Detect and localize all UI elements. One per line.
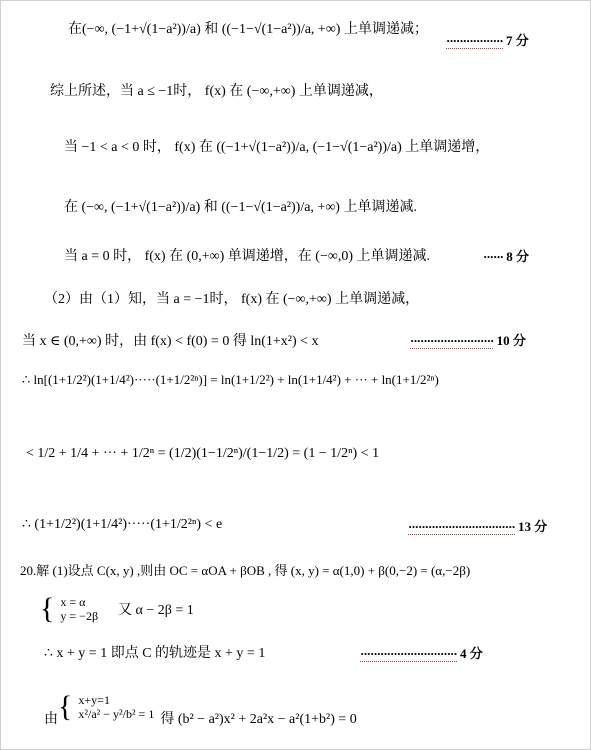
left-brace-icon: { xyxy=(40,592,55,625)
score-label: 8 分 xyxy=(506,249,530,264)
line-6-text: （2）由（1）知，当 a = −1时， f(x) 在 (−∞,+∞) 上单调递减， xyxy=(44,292,420,307)
score-dots: ································ xyxy=(408,519,515,534)
line-9-text: < 1/2 + 1/4 + ··· + 1/2ⁿ = (1/2)(1−1/2ⁿ)/(1−1/2) = (1 − 1/2ⁿ) < 1 xyxy=(26,446,380,461)
text-line-12 xyxy=(40,594,194,624)
line-4-text: 在 (−∞, (−1+√(1−a²))/a) 和 ((−1−√(1−a²))/a, +∞) 上单调递减. xyxy=(64,200,417,215)
left-brace-icon: { xyxy=(58,690,73,723)
line-12-note: 又 α − 2β = 1 xyxy=(118,603,194,618)
line-7-text: 当 x ∈ (0,+∞) 时，由 f(x) < f(0) = 0 得 ln(1+x²) < x xyxy=(22,334,319,349)
line-14-text: 得 (b² − a²)x² + 2a²x − a²(1+b²) = 0 xyxy=(160,712,357,727)
text-line-8 xyxy=(22,372,439,388)
score-label: 4 分 xyxy=(459,646,483,661)
text-line-14 xyxy=(44,686,357,728)
system-eq-2: x²/a² − y²/b² = 1 xyxy=(78,707,155,721)
score-label: 13 分 xyxy=(517,519,548,534)
score-label: 7 分 xyxy=(505,33,529,48)
line-14-prefix: 由 xyxy=(44,712,58,727)
text-line-9 xyxy=(26,446,379,462)
line-3-text: 当 −1 < a < 0 时， f(x) 在 ((−1+√(1−a²))/a, (−1−√(1−a²))/a) 上单调递增， xyxy=(64,140,490,155)
score-label: 10 分 xyxy=(496,333,526,348)
line-13-text: ∴ x + y = 1 即点 C 的轨迹是 x + y = 1 xyxy=(44,646,266,661)
line-11-text: 20.解 (1)设点 C(x, y) ,则由 OC = αOA + βOB , 得 (x, y) = α(1,0) + β(0,−2) = (α,−2β) xyxy=(20,563,471,578)
score-dots: ······ xyxy=(483,249,504,264)
equation-system xyxy=(60,595,98,623)
text-line-1 xyxy=(68,18,428,38)
score-dots: ················· xyxy=(446,33,503,48)
score-mark-2 xyxy=(483,246,529,265)
text-line-6 xyxy=(44,288,419,308)
text-line-13 xyxy=(44,642,265,662)
line-1-text: 在(−∞, (−1+√(1−a²))/a) 和 ((−1−√(1−a²))/a, +∞) 上单调递减； xyxy=(68,22,428,37)
score-dots: ························· xyxy=(410,333,494,348)
line-2-text: 综上所述，当 a ≤ −1时， f(x) 在 (−∞,+∞) 上单调递减， xyxy=(50,84,383,99)
line-10-text: ∴ (1+1/2²)(1+1/4²)·····(1+1/2²ⁿ) < e xyxy=(22,517,223,532)
system-eq-2: y = −2β xyxy=(60,609,99,623)
line-8-text: ∴ ln[(1+1/2²)(1+1/4²)·····(1+1/2²ⁿ)] = ln(1+1/2²) + ln(1+1/4²) + ··· + ln(1+1/2²ⁿ) xyxy=(22,372,439,387)
text-line-10 xyxy=(22,516,222,533)
text-line-4 xyxy=(64,196,417,216)
score-mark-5 xyxy=(360,643,483,662)
score-mark-4 xyxy=(408,516,547,535)
text-line-3 xyxy=(64,136,489,156)
line-5-text: 当 a = 0 时， f(x) 在 (0,+∞) 单调递增，在 (−∞,0) 上单调递减. xyxy=(64,249,430,264)
text-line-7 xyxy=(22,330,319,350)
score-dots: ····························· xyxy=(360,646,457,661)
score-mark-1 xyxy=(446,30,529,49)
system-eq-1: x = α xyxy=(60,595,86,609)
equation-system xyxy=(78,693,154,721)
text-line-11 xyxy=(20,560,470,579)
system-eq-1: x+y=1 xyxy=(78,693,110,707)
score-mark-3 xyxy=(410,330,526,349)
text-line-5 xyxy=(64,245,430,265)
text-line-2 xyxy=(50,80,383,100)
